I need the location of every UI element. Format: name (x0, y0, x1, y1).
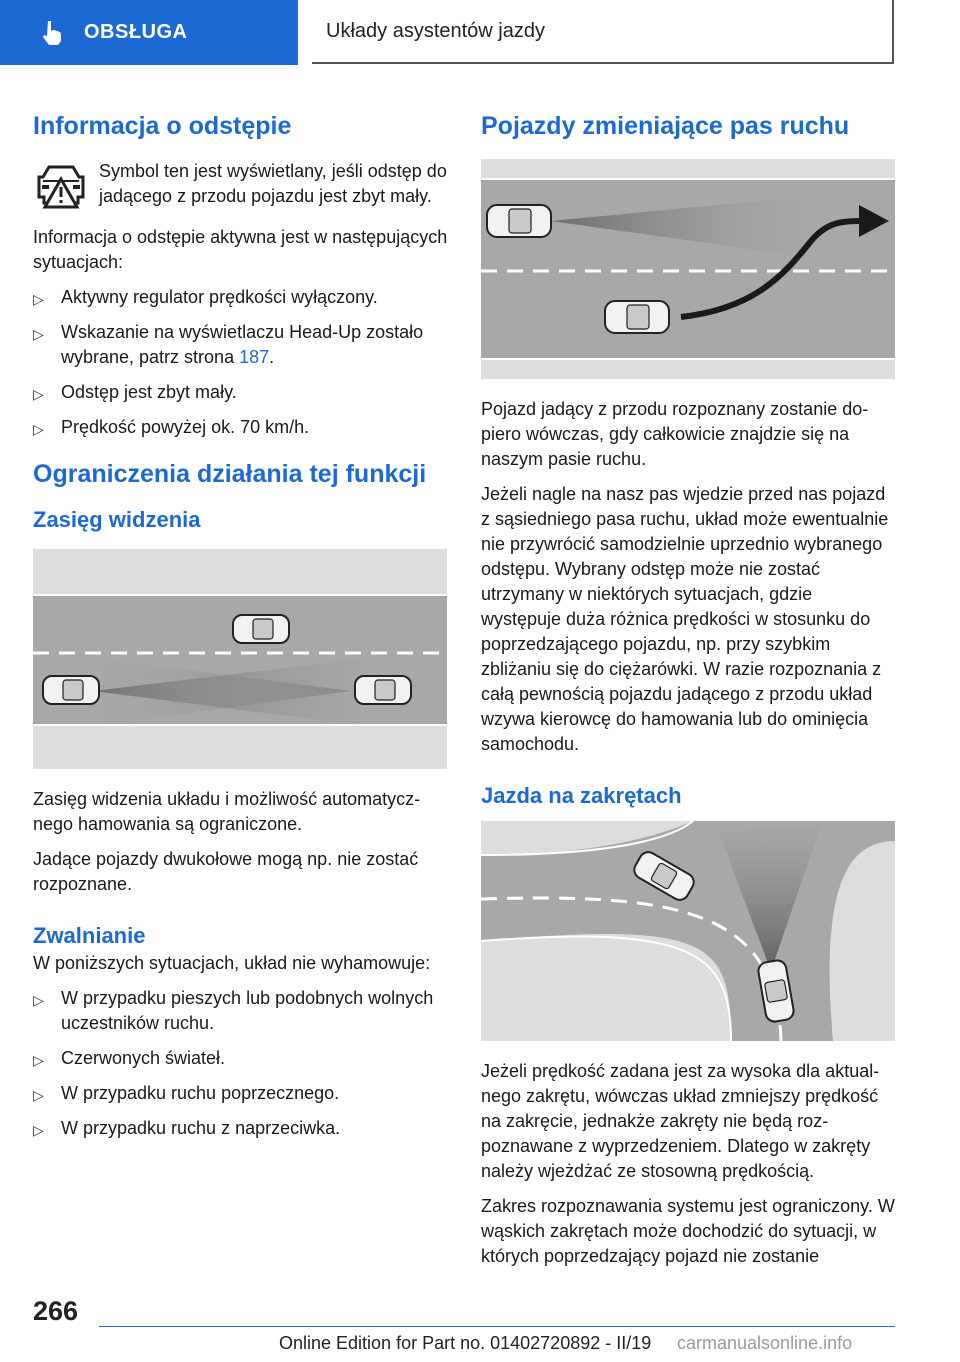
triangle-bullet-icon: ▷ (33, 421, 44, 437)
footer-rule (99, 1326, 895, 1327)
curves-text-2: Zakres rozpoznawania systemu jest ograniczony. W wąskich zakrętach może dochodzić do sytuacji, w których poprzedzający pojazd nie zostanie (481, 1196, 895, 1266)
range-text-2: Jadące pojazdy dwukołowe mogą np. nie zostać rozpoznane. (33, 849, 419, 894)
section-label: OBSŁUGA (84, 21, 188, 43)
triangle-bullet-icon: ▷ (33, 1122, 44, 1138)
list-item: ▷ W przypadku pieszych lub podobnych wolnych uczestników ruchu. (33, 988, 434, 1033)
page-link[interactable]: 187 (239, 347, 270, 367)
symbol-explanation (33, 159, 449, 213)
lane-text-2: Jeżeli nagle na nasz pas wjedzie przed nas pojazd z sąsiedniego pasa ruchu, układ może ewentualnie nie przywrócić samodzielnie uprzednio wybranego odstępu. Wybrany odstęp może nie zostać utrzymany w niektórych sytuacjach, gdzie występuje duża różnica prędkości w stosunku do poprzedzającego pojazdu, np. przy szybkim zbliżaniu się do ciężarówki. W razie rozpoznania z całą pewnością pojazdu jadącego z przodu układ wzywa kierowcę do hamowania lub do ominięcia samochodu. (481, 484, 889, 754)
list-item: ▷ Czerwonych świateł. (33, 1046, 449, 1071)
list-item: ▷ Odstęp jest zbyt mały. (33, 380, 449, 405)
curves-illustration (481, 821, 895, 1041)
heading-curves: Jazda na zakrętach (481, 783, 682, 808)
triangle-bullet-icon: ▷ (33, 992, 44, 1008)
car (487, 205, 551, 237)
list-item: ▷ Wskazanie na wyświetlaczu Head-Up zostało wybrane, patrz strona 187. (33, 322, 424, 367)
triangle-bullet-icon: ▷ (33, 386, 44, 402)
braking-list (33, 986, 449, 1141)
range-figure (33, 549, 449, 769)
page-number: 266 (33, 1296, 79, 1326)
edition-text: Online Edition for Part no. 01402720892 - II/19 (279, 1333, 652, 1353)
braking-intro: W poniższych sytuacjach, układ nie wyhamowuje: (33, 953, 431, 973)
section-tab[interactable] (0, 0, 298, 65)
triangle-bullet-icon: ▷ (33, 291, 44, 307)
right-column (481, 100, 897, 1279)
triangle-bullet-icon: ▷ (33, 1052, 44, 1068)
range-illustration (33, 549, 447, 769)
active-intro: Informacja o odstępie aktywna jest w następujących sytuacjach: (33, 227, 448, 272)
heading-distance-info: Informacja o odstępie (33, 112, 292, 140)
heading-lane-change: Pojazdy zmieniające pas ruchu (481, 112, 850, 140)
pointing-hand-icon (40, 20, 64, 46)
triangle-bullet-icon: ▷ (33, 1087, 44, 1103)
active-list (33, 285, 449, 440)
left-column (33, 100, 449, 1151)
watermark: carmanualsonline.info (677, 1333, 853, 1353)
car (43, 676, 99, 704)
curves-figure (481, 821, 897, 1041)
heading-braking: Zwalnianie (33, 923, 146, 948)
triangle-bullet-icon: ▷ (33, 326, 44, 342)
lane-text-1: Pojazd jadący z przodu rozpoznany zostanie dopiero wówczas, gdy całkowicie znajdzie się na naszym pasie ruchu. (481, 399, 869, 469)
symbol-text: Symbol ten jest wyświetlany, jeśli odstęp do jadącego z przodu pojazdu jest zbyt mały. (99, 161, 447, 206)
car (355, 676, 411, 704)
list-item: ▷ W przypadku ruchu poprzecznego. (33, 1081, 449, 1106)
heading-range: Zasięg widzenia (33, 507, 201, 532)
lane-change-figure (481, 159, 897, 379)
lane-change-illustration (481, 159, 895, 379)
list-item: ▷ Aktywny regulator prędkości wyłączony. (33, 285, 449, 310)
curves-text-1: Jeżeli prędkość zadana jest za wysoka dla aktualnego zakrętu, wówczas układ zmniejszy prędkość na zakręcie, jednakże zakręty nie będą rozpoznawane z wyprzedzeniem. Dlatego w zakręty należy wjeżdżać ze stosowną prędkością. (481, 1061, 880, 1181)
list-item: ▷ Prędkość powyżej ok. 70 km/h. (33, 415, 449, 440)
car-warning-triangle-icon (33, 163, 89, 213)
chapter-title: Układy asystentów jazdy (312, 0, 894, 64)
car (605, 301, 669, 333)
range-text-1: Zasięg widzenia układu i możliwość automatycznego hamowania są ograniczone. (33, 789, 421, 834)
list-item: ▷ W przypadku ruchu z naprzeciwka. (33, 1116, 449, 1141)
car (233, 615, 289, 643)
heading-limits: Ograniczenia działania tej funkcji (33, 460, 427, 488)
